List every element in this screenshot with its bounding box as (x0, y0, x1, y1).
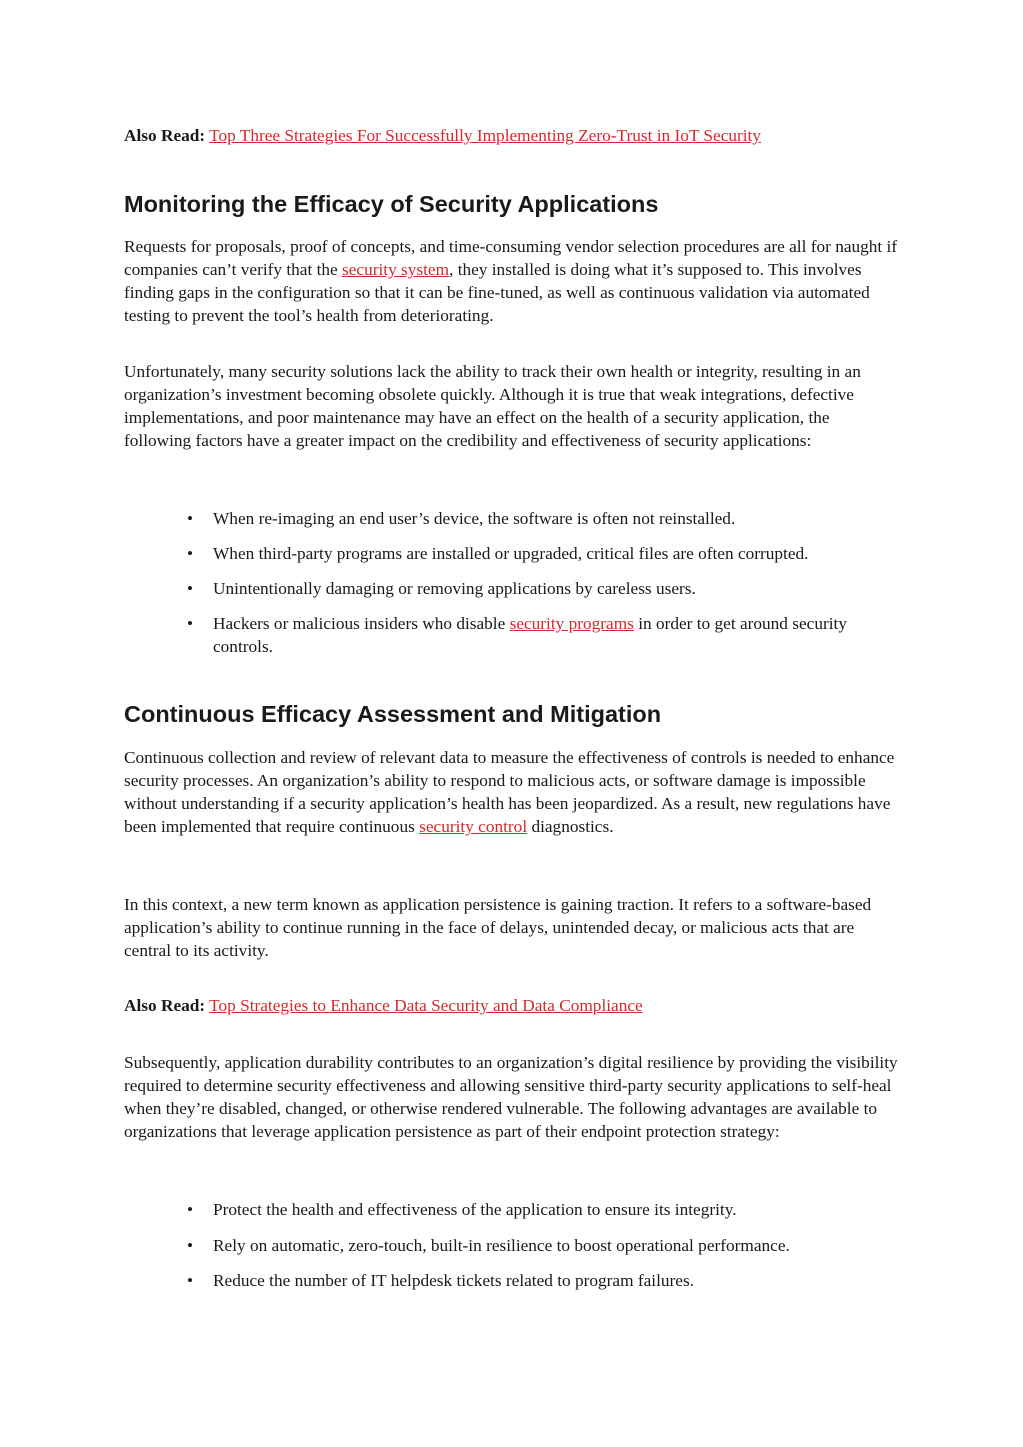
also-read-label: Also Read: (124, 126, 206, 145)
bullet-icon: • (186, 614, 194, 633)
also-read-label: Also Read: (124, 996, 206, 1015)
link-security-control[interactable]: security control (419, 817, 528, 836)
paragraph-text: diagnostics. (527, 817, 614, 836)
bullet-icon: • (186, 544, 194, 563)
bullet-icon: • (186, 1271, 194, 1290)
list-item (124, 577, 899, 600)
paragraph-text: Requests for proposals, proof of concepts, and time-consuming vendor selection procedures are all for naught if companies can’t verify that the (124, 237, 898, 279)
list-item (124, 1198, 899, 1221)
advantages-list (124, 1198, 899, 1292)
paragraph-continuous-collection (124, 746, 899, 838)
list-item (124, 507, 899, 530)
paragraph-subsequently: Subsequently, application durability contributes to an organization’s digital resilience by providing the visibility required to determine security effectiveness and allowing sensitive third-party security applications to self-heal when they’re disabled, changed, or otherwise rendered vulnerable. The following advantages are available to organizations that leverage application persistence as part of their endpoint protection strategy: (124, 1053, 898, 1141)
paragraph-requests (124, 235, 899, 327)
list-item (124, 612, 899, 658)
link-security-system[interactable]: security system (342, 260, 450, 279)
heading-continuous-efficacy: Continuous Efficacy Assessment and Mitigation (124, 701, 662, 727)
bullet-icon: • (186, 509, 194, 528)
list-item-text: Hackers or malicious insiders who disable (213, 614, 510, 633)
list-item-text: in order to get around security controls. (213, 614, 847, 656)
also-read-1 (124, 124, 761, 147)
link-security-programs[interactable]: security programs (509, 614, 634, 633)
bullet-icon: • (186, 579, 194, 598)
list-item-text: Rely on automatic, zero-touch, built-in resilience to boost operational performance. (213, 1236, 790, 1255)
list-item (124, 1269, 899, 1292)
list-item (124, 542, 899, 565)
paragraph-text: Continuous collection and review of relevant data to measure the effectiveness of controls is needed to enhance security processes. An organization’s ability to respond to malicious acts, or software damage is impossible without understanding if a security application’s health has been jeopardized. As a result, new regulations have been implemented that require continuous (124, 748, 895, 836)
bullet-icon: • (186, 1236, 194, 1255)
also-read-link-data-security[interactable]: Top Strategies to Enhance Data Security and Data Compliance (209, 996, 643, 1015)
paragraph-in-this-context: In this context, a new term known as application persistence is gaining traction. It refers to a software-based application’s ability to continue running in the face of delays, unintended decay, or malicious acts that are central to its activity. (124, 895, 872, 960)
paragraph-text: , they installed is doing what it’s supposed to. This involves finding gaps in the configuration so that it can be fine-tuned, as well as continuous validation via automated testing to prevent the tool’s health from deteriorating. (124, 260, 870, 325)
bullet-icon: • (186, 1200, 194, 1219)
heading-monitoring-efficacy: Monitoring the Efficacy of Security Applications (124, 191, 659, 217)
list-item-text: When third-party programs are installed or upgraded, critical files are often corrupted. (213, 544, 809, 563)
factors-list (124, 507, 899, 658)
paragraph-unfortunately: Unfortunately, many security solutions lack the ability to track their own health or integrity, resulting in an organization’s investment becoming obsolete quickly. Although it is true that weak integrations, defective implementations, and poor maintenance may have an effect on the health of a security application, the following factors have a greater impact on the credibility and effectiveness of security applications: (124, 362, 861, 450)
list-item (124, 1234, 899, 1257)
also-read-2 (124, 994, 643, 1017)
list-item-text: Protect the health and effectiveness of the application to ensure its integrity. (213, 1200, 737, 1219)
list-item-text: Reduce the number of IT helpdesk tickets related to program failures. (213, 1271, 694, 1290)
list-item-text: Unintentionally damaging or removing applications by careless users. (213, 579, 696, 598)
also-read-link-zero-trust[interactable]: Top Three Strategies For Successfully Implementing Zero-Trust in IoT Security (209, 126, 762, 145)
list-item-text: When re-imaging an end user’s device, the software is often not reinstalled. (213, 509, 736, 528)
